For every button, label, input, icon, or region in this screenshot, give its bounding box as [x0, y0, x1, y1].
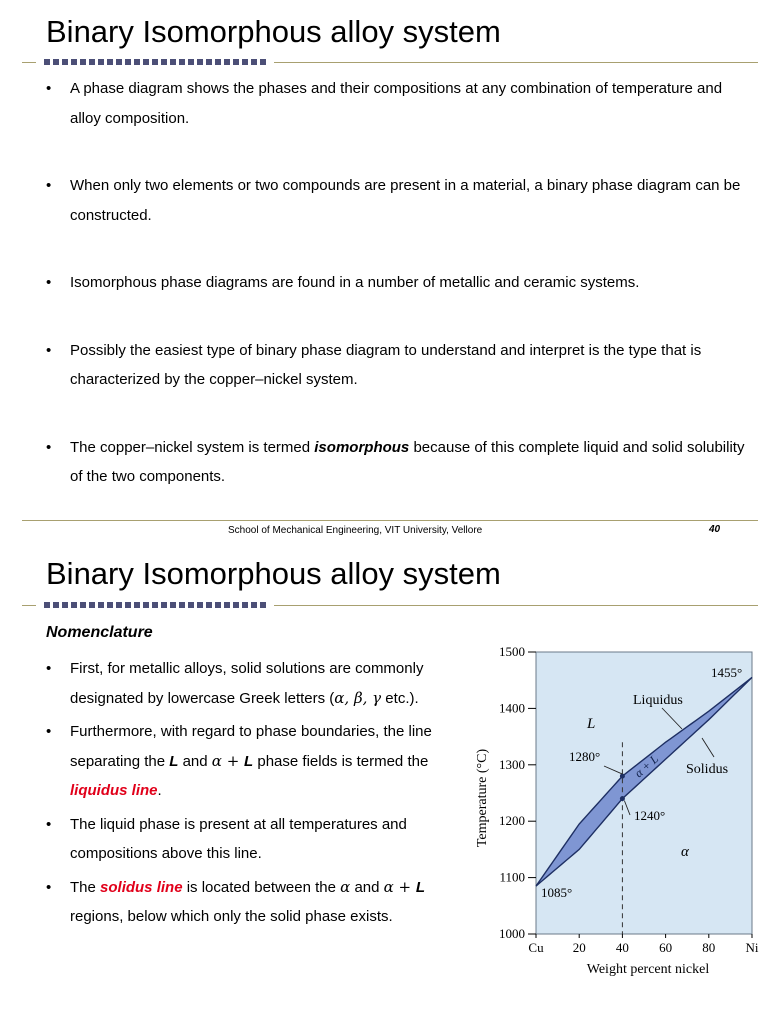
bullet-text: and [350, 878, 384, 896]
liquidus-point [620, 774, 625, 779]
bullet-marker: • [46, 723, 52, 740]
bullet-marker: • [46, 660, 52, 677]
emphasis-isomorphous: isomorphous [314, 438, 410, 456]
phase-diagram-svg [470, 640, 768, 980]
bullet-marker: • [46, 815, 52, 833]
bullet-item [46, 873, 466, 932]
annotation-alpha: α [681, 844, 689, 860]
symbol-alpha-plus: α + [211, 751, 245, 770]
symbol-L: L [169, 752, 179, 770]
bullet-text: First, for metallic alloys, solid solutions are commonly designated by lowercase Greek letters ( [70, 660, 424, 707]
solidus-point [620, 796, 625, 801]
annotation-liquid-L: L [587, 716, 596, 732]
bullet-text: regions, below which only the solid phase exists. [70, 908, 393, 925]
bullet-text: etc.). [381, 689, 419, 707]
annotation-1455: 1455° [711, 665, 743, 680]
bullet-text: Isomorphous phase diagrams are found in a number of metallic and ceramic systems. [70, 274, 640, 291]
symbol-alpha: α [340, 877, 351, 896]
title-rule-right [274, 62, 758, 63]
x-axis-label: Weight percent nickel [586, 962, 710, 977]
x-tick-label: 80 [702, 940, 716, 955]
y-tick-label: 1200 [499, 813, 525, 829]
bullet-text: . [157, 782, 162, 799]
subheading: Nomenclature [46, 624, 153, 641]
phase-diagram [470, 640, 768, 980]
symbol-alpha-plus: α + [383, 877, 416, 896]
bullet-item [46, 654, 466, 713]
bullet-text: Possibly the easiest type of binary phase diagram to understand and interpret is the type that is characterized by the copper–nickel system. [70, 341, 702, 388]
bullet-text: phase fields is termed the [253, 752, 429, 770]
x-tick-label: 60 [659, 940, 673, 955]
bullet-list [46, 654, 466, 936]
page-number: 40 [709, 524, 721, 535]
bullet-list [46, 74, 746, 530]
bullet-marker: • [46, 274, 52, 291]
solidus-line-term: solidus line [100, 878, 183, 896]
bullet-item [46, 74, 746, 133]
title-rule-right [274, 605, 758, 606]
bullet-text-before: The copper–nickel system is termed [70, 438, 315, 456]
x-tick-label: 20 [572, 940, 586, 955]
bullet-text: is located between the [182, 878, 341, 896]
x-tick-label: Ni [745, 940, 759, 955]
bullet-marker: • [46, 878, 52, 896]
bullet-text: A phase diagram shows the phases and their compositions at any combination of temperature and alloy composition. [70, 80, 723, 127]
greek-letters: α, β, γ [334, 688, 382, 707]
slide-title: Binary Isomorphous alloy system [46, 556, 501, 591]
liquidus-line-term: liquidus line [70, 782, 158, 799]
bullet-marker: • [46, 80, 52, 97]
bullet-text: When only two elements or two compounds are present in a material, a binary phase diagram can be constructed. [70, 177, 741, 224]
title-rule-dots [44, 602, 268, 608]
annotation-two-phase: α + L [631, 751, 662, 781]
bullet-text: The liquid phase is present at all temperatures and compositions above this line. [70, 815, 407, 862]
symbol-L: L [244, 752, 254, 770]
x-tick-label: Cu [528, 940, 544, 955]
y-tick-label: 1500 [499, 644, 525, 659]
x-tick-label: 40 [615, 940, 629, 955]
slide-2 [0, 540, 768, 1024]
y-tick-label: 1100 [499, 869, 525, 885]
bullet-marker: • [46, 177, 52, 194]
footer-text: School of Mechanical Engineering, VIT University, Vellore [228, 525, 483, 536]
bullet-item [46, 717, 466, 806]
y-tick-label: 1000 [499, 926, 525, 941]
title-rule-dots [44, 59, 268, 65]
annotation-liquidus: Liquidus [633, 693, 683, 708]
annotation-1280: 1280° [569, 749, 601, 764]
bullet-marker: • [46, 438, 52, 456]
slide-title: Binary Isomorphous alloy system [46, 14, 501, 49]
bullet-text: and [178, 752, 212, 770]
bullet-item [46, 171, 746, 230]
annotation-1240: 1240° [634, 808, 666, 823]
bullet-text: Furthermore, with regard to phase boundaries, the line separating the [70, 723, 432, 770]
title-rule-left [22, 62, 36, 63]
symbol-L: L [415, 878, 426, 896]
annotation-1085: 1085° [541, 885, 573, 900]
y-tick-label: 1400 [499, 700, 525, 716]
annotation-solidus: Solidus [686, 762, 729, 777]
bullet-item [46, 433, 746, 492]
bullet-item [46, 268, 746, 298]
bullet-item [46, 336, 746, 395]
y-tick-label: 1300 [499, 756, 525, 772]
title-rule-left [22, 605, 36, 606]
y-axis-label: Temperature (°C) [475, 748, 490, 848]
bullet-text: The [70, 878, 101, 896]
bullet-marker: • [46, 341, 52, 359]
bullet-item [46, 810, 466, 869]
bullet-text-after: because of this complete liquid and solid solubility of the two components. [70, 438, 745, 485]
footer-rule [22, 520, 758, 521]
